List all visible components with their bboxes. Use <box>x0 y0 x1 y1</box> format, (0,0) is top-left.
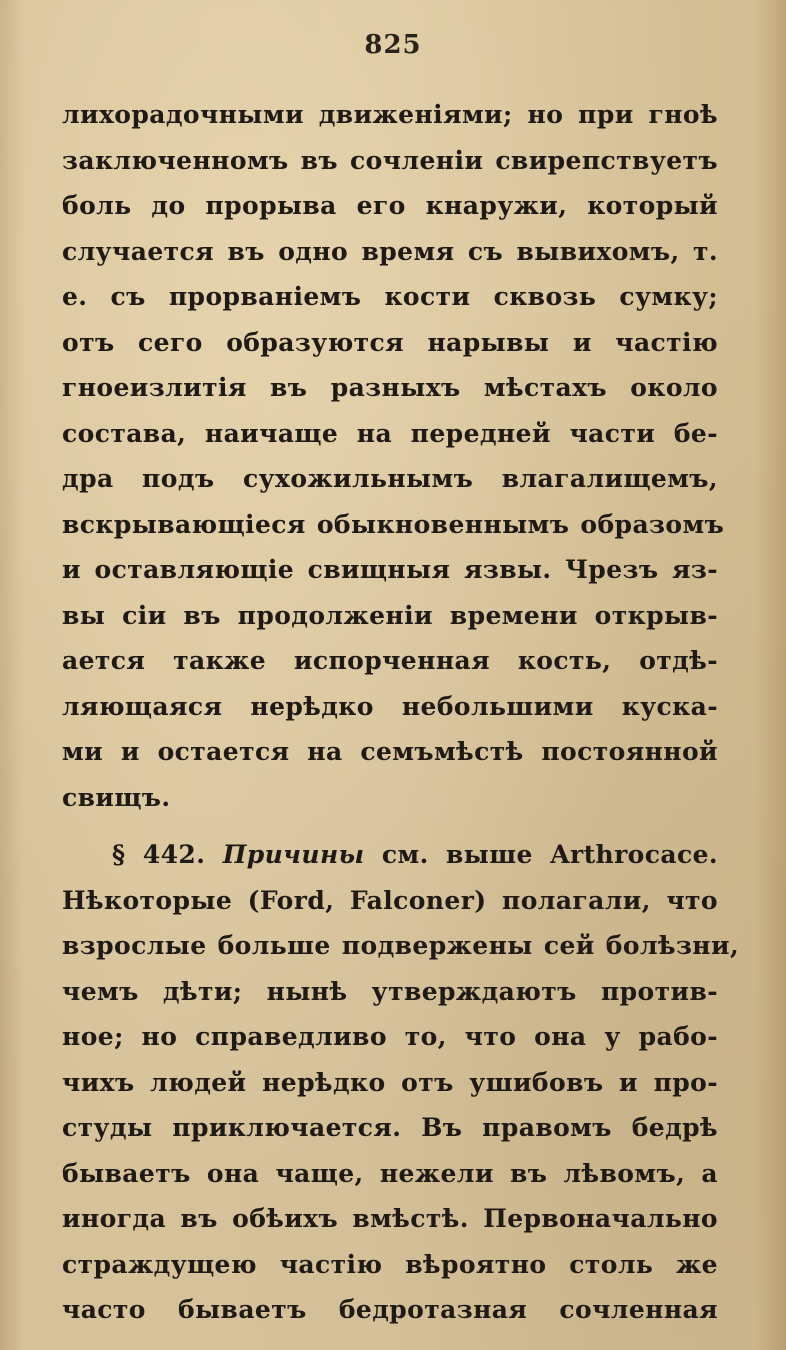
paragraph-2 <box>62 832 740 1333</box>
text-line: ми и остается на семъмѣстѣ постоянной <box>62 737 718 766</box>
section-heading-rest: см. выше Arthrocace. <box>381 840 718 869</box>
text-line: лихорадочными движеніями; но при гноѣ <box>62 100 718 129</box>
text-line: взрослые больше подвержены сей болѣзни, <box>62 931 740 960</box>
text-line: студы приключается. Въ правомъ бедрѣ <box>62 1113 718 1142</box>
text-line: ается также испорченная кость, отдѣ- <box>62 646 718 675</box>
text-line: иногда въ обѣихъ вмѣстѣ. Первоначально <box>62 1204 718 1233</box>
text-line: гноеизлитія въ разныхъ мѣстахъ около <box>62 373 718 402</box>
text-line: е. съ прорваніемъ кости сквозь сумку; <box>62 282 718 311</box>
text-line: дра подъ сухожильнымъ влагалищемъ, <box>62 464 718 493</box>
text-line: ное; но справедливо то, что она у рабо- <box>62 1022 718 1051</box>
text-line: свищъ. <box>62 782 171 812</box>
text-line: чихъ людей нерѣдко отъ ушибовъ и про- <box>62 1067 718 1097</box>
text-line: страждущею частію вѣроятно столь же <box>62 1249 718 1279</box>
text-line: вскрывающіеся обыкновеннымъ образомъ <box>62 509 725 539</box>
text-line: ляющаяся нерѣдко небольшими куска- <box>62 691 718 721</box>
section-number: § 442. <box>112 840 206 869</box>
section-heading-line <box>62 832 718 878</box>
text-line: чемъ дѣти; нынѣ утверждаютъ против- <box>62 976 718 1006</box>
paragraph-1 <box>62 92 725 820</box>
text-line: случается въ одно время съ вывихомъ, т. <box>62 236 718 266</box>
paragraph-gap <box>62 820 718 832</box>
text-line: заключенномъ въ сочленіи свирепствуетъ <box>62 145 718 175</box>
text-line: боль до прорыва его кнаружи, который <box>62 191 718 220</box>
section-title: Причины <box>222 840 365 869</box>
text-body <box>62 92 740 1333</box>
text-line: Нѣкоторые (Ford, Falconer) полагали, что <box>62 885 718 915</box>
text-line: часто бываетъ бедротазная сочленная <box>62 1295 718 1324</box>
text-line: отъ сего образуются нарывы и частію <box>62 327 718 357</box>
text-line: состава, наичаще на передней части бе- <box>62 418 718 448</box>
text-line: и оставляющіе свищныя язвы. Чрезъ яз- <box>62 555 718 584</box>
page-number: 825 <box>364 30 422 60</box>
text-line: вы сіи въ продолженіи времени открыв- <box>62 600 718 630</box>
text-line: бываетъ она чаще, нежели въ лѣвомъ, а <box>62 1158 718 1188</box>
